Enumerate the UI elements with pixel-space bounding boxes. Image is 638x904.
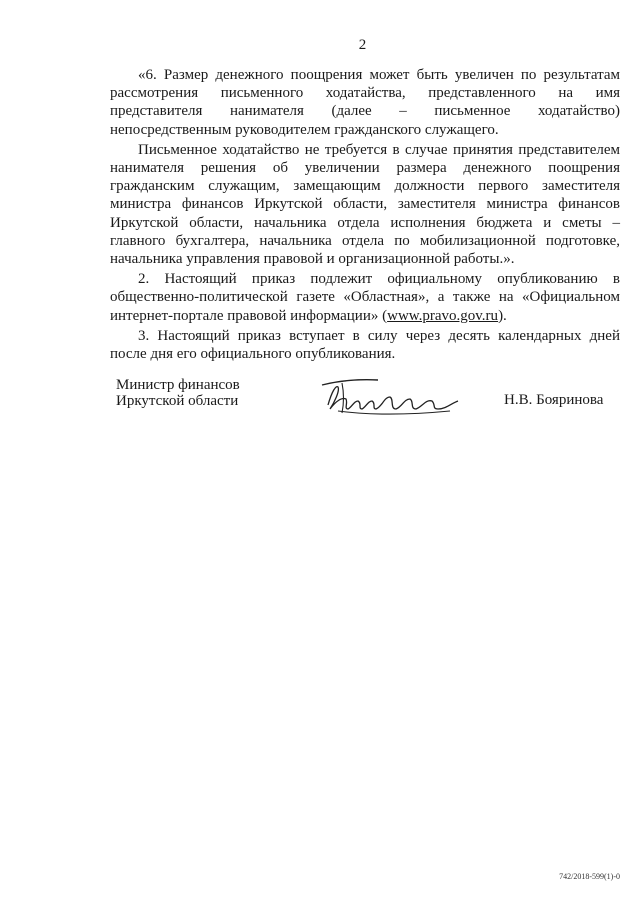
publication-text: 2. Настоящий приказ подлежит официальному опубликованию в общественно-политической газете «Областная», а также на «Официальном интернет-портале правовой информации» (: [110, 271, 620, 324]
minister-title-line-1: Министр финансов: [116, 377, 240, 393]
pravo-gov-link[interactable]: www.pravo.gov.ru: [387, 307, 499, 324]
document-code: 742/2018-599(1)-0: [559, 872, 620, 881]
signature-block: [0, 375, 638, 435]
paragraph-publication: [110, 270, 620, 325]
minister-name: Н.В. Бояринова: [504, 392, 604, 408]
minister-title: [116, 377, 240, 409]
paragraph-effective-date: 3. Настоящий приказ вступает в силу через десять календарных дней после дня его официального опубликования.: [110, 327, 620, 363]
document-body: [110, 66, 620, 363]
minister-title-line-2: Иркутской области: [116, 393, 239, 409]
paragraph-petition-exemption: Письменное ходатайство не требуется в случае принятия представителем нанимателя решения об увеличении размера денежного поощрения гражданским служащим, замещающим должности первого заместителя министра финансов Иркутской области, заместителя министра финансов Иркутской области, начальника отдела исполнения бюджета и сметы – главного бухгалтера, начальника отдела по мобилизационной подготовке, начальника управления правовой и организационной работы.».: [110, 141, 620, 268]
page-number: 2: [358, 37, 367, 53]
publication-text-end: ).: [498, 307, 507, 324]
paragraph-award-increase: «6. Размер денежного поощрения может быть увеличен по результатам рассмотрения письменного ходатайства, представленного на имя представителя нанимателя (далее – письменное ходатайство) непосредственным руководителем гражданского служащего.: [110, 67, 620, 138]
handwritten-signature: [318, 375, 468, 419]
